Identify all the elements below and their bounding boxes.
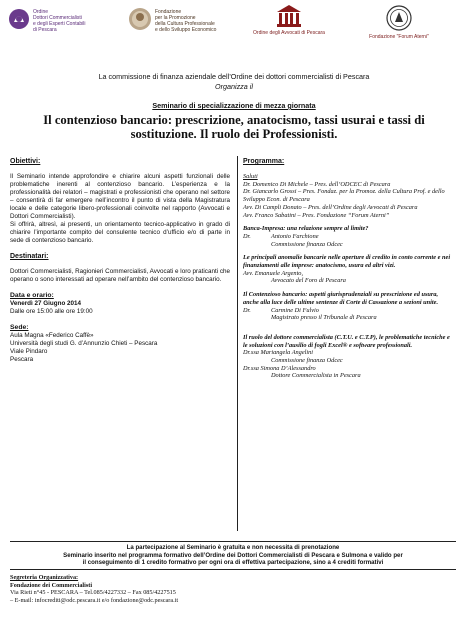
odcec-logo	[8, 6, 86, 33]
notice-line-1: La partecipazione al Seminario è gratuita e non necessita di prenotazione	[126, 544, 340, 551]
intro	[0, 72, 468, 92]
talk-1-role: Commissione finanza Odcec	[271, 240, 343, 248]
talk-4-speaker-2: Dr.ssa Simona D’Alessandro	[243, 364, 316, 372]
logo-bar	[0, 0, 468, 60]
notice-line-3: il conseguimento di 1 credito formativo per ogni ora di effettiva partecipazione, sino a 4 crediti formativi	[82, 559, 384, 567]
saluti-heading: Saluti	[243, 173, 258, 180]
saluti-line: Dr. Giancarlo Grossi – Pres. Fondaz. per la Promoz. della Cultura Prof. e dello Sviluppo Econ. di Pescara	[243, 188, 445, 204]
talk-2-role: Avvocato del Foro di Pescara	[271, 277, 346, 285]
event-time: Dalle ore 15:00 alle ore 19:00	[10, 308, 93, 315]
right-column	[243, 158, 455, 380]
ordine-avvocati-logo	[248, 4, 330, 36]
odcec-emblem-icon	[8, 6, 30, 32]
column-divider	[237, 156, 238, 531]
sede-line: Pescara	[10, 356, 34, 363]
data-heading: Data e orario:	[10, 292, 54, 299]
sede-line: Aula Magna «Federico Caffè»	[10, 332, 94, 339]
saluti-line: Dr. Domenico Di Michele – Pres. dell’ODCEC di Pescara	[243, 180, 391, 188]
talk-1-title: Banca-Impresa: una relazione sempre al limite?	[243, 225, 369, 233]
intro-organizza: Organizza il	[215, 82, 253, 91]
courthouse-icon	[275, 4, 303, 28]
event-date: Venerdì 27 Giugno 2014	[10, 300, 82, 307]
obiettivi-paragraph-1: Il Seminario intende approfondire e chiarire alcuni aspetti funzionali delle problematiche inerenti al contenzioso bancario. L’esperienza e la professionalità dei relatori – magistrati e professionisti che operano nel settore – consentirà di far emergere nell’incontro il punto di vista della Magistratura locale e delle categorie libero-professionali coinvolte nel rapporto (Avvocati e Dottori Commercialisti).	[10, 173, 230, 220]
programma-heading: Programma:	[243, 158, 285, 165]
talk-3-title: Il Contenzioso bancario: aspetti giurisprudenziali su prescrizione ed usura, anche alla luce delle ultime sentenze di Corte di Cassazione a sezioni unite.	[243, 291, 439, 306]
talk-4-title: Il ruolo del dottore commercialista (C.T.U. e C.T.P), le problematiche tecniche e le soluzioni con l’ausilio di fogli Excel® e software professionali.	[243, 333, 450, 349]
talk-1-speaker: Antonio Farchione	[271, 232, 319, 240]
talk-4-role-2: Dottore Commercialista in Pescara	[271, 372, 361, 380]
ordine-avvocati-logo-text: Ordine degli Avvocati di Pescara	[253, 30, 325, 36]
odcec-logo-text: Ordine Dottori Commercialisti e degli Esperti Contabili di Pescara	[33, 9, 86, 33]
seminar-title: Il contenzioso bancario: prescrizione, anatocismo, tassi usurai e tassi di sostituzione. Il ruolo dei Professionisti.	[43, 113, 425, 141]
obiettivi-paragraph-2: Si offrirà, altresì, ai presenti, un orientamento tecnico-applicativo in grado di chiarire l’importante compito del consulente tecnico d’ufficio e/o di parte in sede di contenzioso bancario.	[10, 221, 230, 244]
destinatari-paragraph: Dottori Commercialisti, Ragionieri Commercialisti, Avvocati e loro praticanti che operano o sono interessati ad operare nell’ambito del contenzioso bancario.	[10, 268, 231, 283]
notice-line-2: Seminario inserito nel programma formativo dell’Ordine dei Dottori Commercialisti di Pescara e Sulmona e valido per	[63, 551, 403, 559]
saluti-line: Avv. Franco Sabatini – Pres. Fondazione “Forum Aterni”	[243, 211, 390, 219]
segreteria-email: – E-mail: infocrediti@odc.pescara.it e/o fondazione@odc.pescara.it	[10, 596, 179, 604]
forum-aterni-seal-icon	[386, 4, 412, 32]
sede-heading: Sede:	[10, 324, 29, 331]
sede-line: Università degli studi G. d’Annunzio Chieti – Pescara	[10, 340, 158, 347]
participation-notice	[10, 541, 456, 570]
talk-1-prefix: Dr.	[243, 232, 251, 240]
fondazione-cultura-logo-text: Fondazione per la Promozione della Cultura Professionale e dello Sviluppo Economico	[155, 9, 217, 33]
seminar-subtitle: Seminario di specializzazione di mezza giornata	[152, 101, 316, 110]
talk-2-title: Le principali anomalie bancarie nelle aperture di credito in conto corrente e nei finanziamenti alle imprese: anatocismo, usura ed altri vizi.	[243, 254, 451, 270]
left-column	[10, 158, 230, 364]
destinatari-heading: Destinatari:	[10, 253, 49, 260]
segreteria-name: Fondazione dei Commercialisti	[10, 581, 93, 589]
segreteria	[10, 574, 310, 604]
talk-4-role-1: Commissione finanza Odcec	[271, 357, 343, 365]
sede-line: Viale Pindaro	[10, 348, 48, 355]
segreteria-heading: Segreteria Organizzativa:	[10, 574, 79, 581]
intro-organizer: La commissione di finanza aziendale dell’Ordine dei dottori commercialisti di Pescara	[98, 72, 370, 81]
talk-3-role: Magistrato presso il Tribunale di Pescara	[271, 314, 377, 322]
talk-2-speaker: Avv. Emanuele Argento,	[243, 269, 304, 277]
talk-4-speaker-1: Dr.ssa Mariangela Angelini	[243, 349, 314, 357]
talk-3-speaker: Carmine Di Fulvio	[271, 306, 319, 314]
talk-3-prefix: Dr.	[243, 306, 251, 314]
fondazione-seal-icon	[128, 6, 152, 32]
forum-aterni-logo	[344, 4, 454, 40]
fondazione-cultura-logo	[128, 6, 216, 33]
forum-aterni-logo-text: Fondazione "Forum Aterni"	[369, 34, 429, 40]
segreteria-address: Via Rieti n°45 - PESCARA – Tel.085/4227332 – Fax 085/4227515	[10, 589, 176, 596]
obiettivi-heading: Obiettivi:	[10, 158, 41, 165]
saluti-line: Avv. Di Campli Donato – Pres. dell’Ordine degli Avvocati di Pescara	[243, 203, 418, 211]
